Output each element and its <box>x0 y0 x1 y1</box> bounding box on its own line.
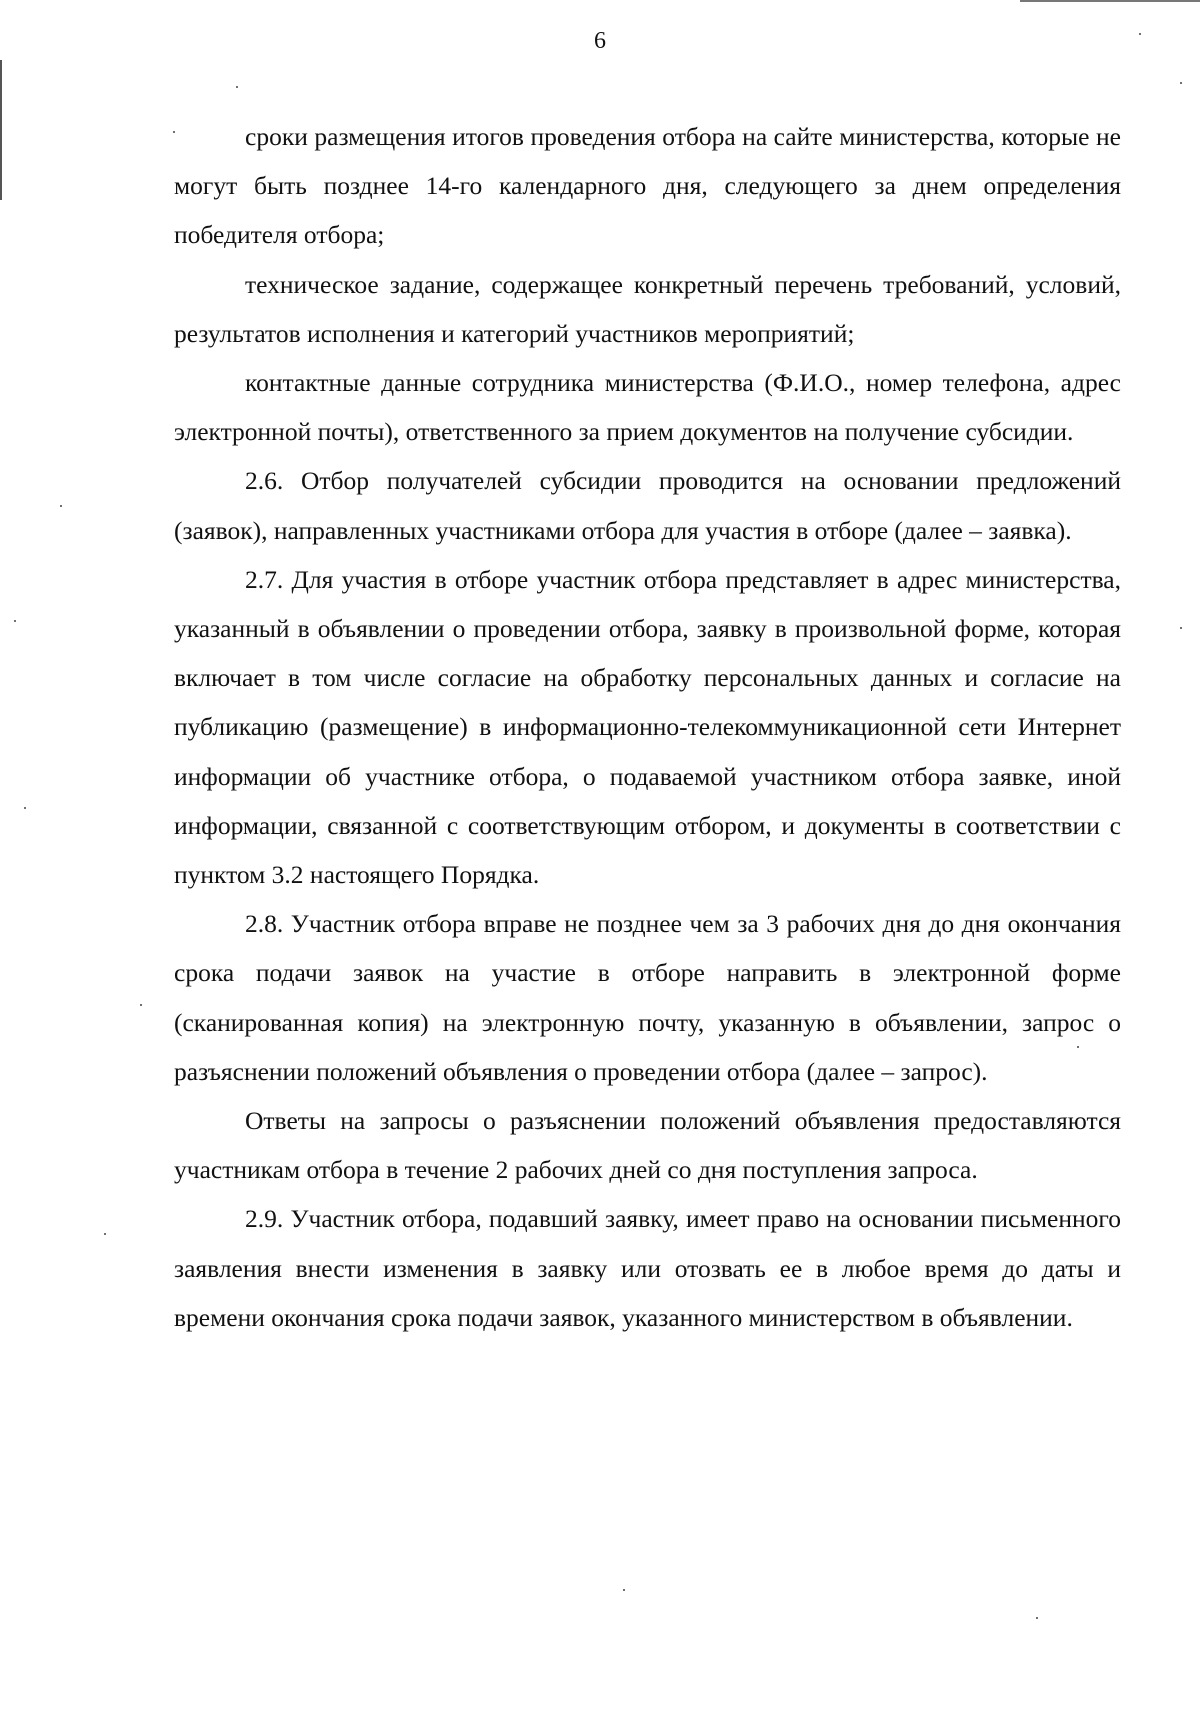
paragraph-technical-assignment: техническое задание, содержащее конкретный перечень требований, условий, результатов исполнения и категорий участников мероприятий; <box>174 269 1121 348</box>
paragraph-answers-to-queries: Ответы на запросы о разъяснении положений объявления предоставляются участникам отбора в течение 2 рабочих дней со дня поступления запроса. <box>174 1106 1121 1185</box>
scan-edge-mark <box>0 60 2 200</box>
scan-speck <box>623 1589 625 1591</box>
paragraph-2-7: 2.7. Для участия в отборе участник отбора представляет в адрес министерства, указанный в объявлении о проведении отбора, заявку в произвольной форме, которая включает в том числе согласие на обработку персональных данных и согласие на публикацию (размещение) в информационно-телекоммуникационной сети Интернет информации об участнике отбора, о подаваемой участником отбора заявке, иной информации, связанной с соответствующим отбором, и документы в соответствии с пунктом 3.2 настоящего Порядка. <box>174 564 1121 890</box>
scan-speck <box>1036 1617 1038 1619</box>
paragraph-2-6: 2.6. Отбор получателей субсидии проводится на основании предложений (заявок), направленных участниками отбора для участия в отборе (далее – заявка). <box>174 466 1121 545</box>
paragraph-2-8: 2.8. Участник отбора вправе не позднее чем за 3 рабочих дня до дня окончания срока подачи заявок на участие в отборе направить в электронной форме (сканированная копия) на электронную почту, указанную в объявлении, запрос о разъяснении положений объявления о проведении отбора (далее – запрос). <box>174 909 1121 1086</box>
scan-speck <box>104 1233 106 1235</box>
document-body <box>174 112 1121 1342</box>
scan-speck <box>60 505 62 507</box>
scan-speck <box>14 620 16 622</box>
scan-speck <box>24 807 26 809</box>
scan-speck <box>140 1004 142 1006</box>
scan-speck <box>1180 627 1182 629</box>
paragraph-contact-details: контактные данные сотрудника министерства (Ф.И.О., номер телефона, адрес электронной почты), ответственного за прием документов на получение субсидии. <box>174 368 1121 447</box>
page-number: 6 <box>594 28 606 54</box>
paragraph-2-9: 2.9. Участник отбора, подавший заявку, имеет право на основании письменного заявления внести изменения в заявку или отозвать ее в любое время до даты и времени окончания срока подачи заявок, указанного министерством в объявлении. <box>174 1204 1121 1332</box>
paragraph-results-publication-deadline: сроки размещения итогов проведения отбора на сайте министерства, которые не могут быть позднее 14-го календарного дня, следующего за днем определения победителя отбора; <box>174 122 1121 250</box>
scan-speck <box>236 86 238 88</box>
scan-edge-mark <box>1020 0 1200 2</box>
scan-speck <box>1180 82 1182 84</box>
